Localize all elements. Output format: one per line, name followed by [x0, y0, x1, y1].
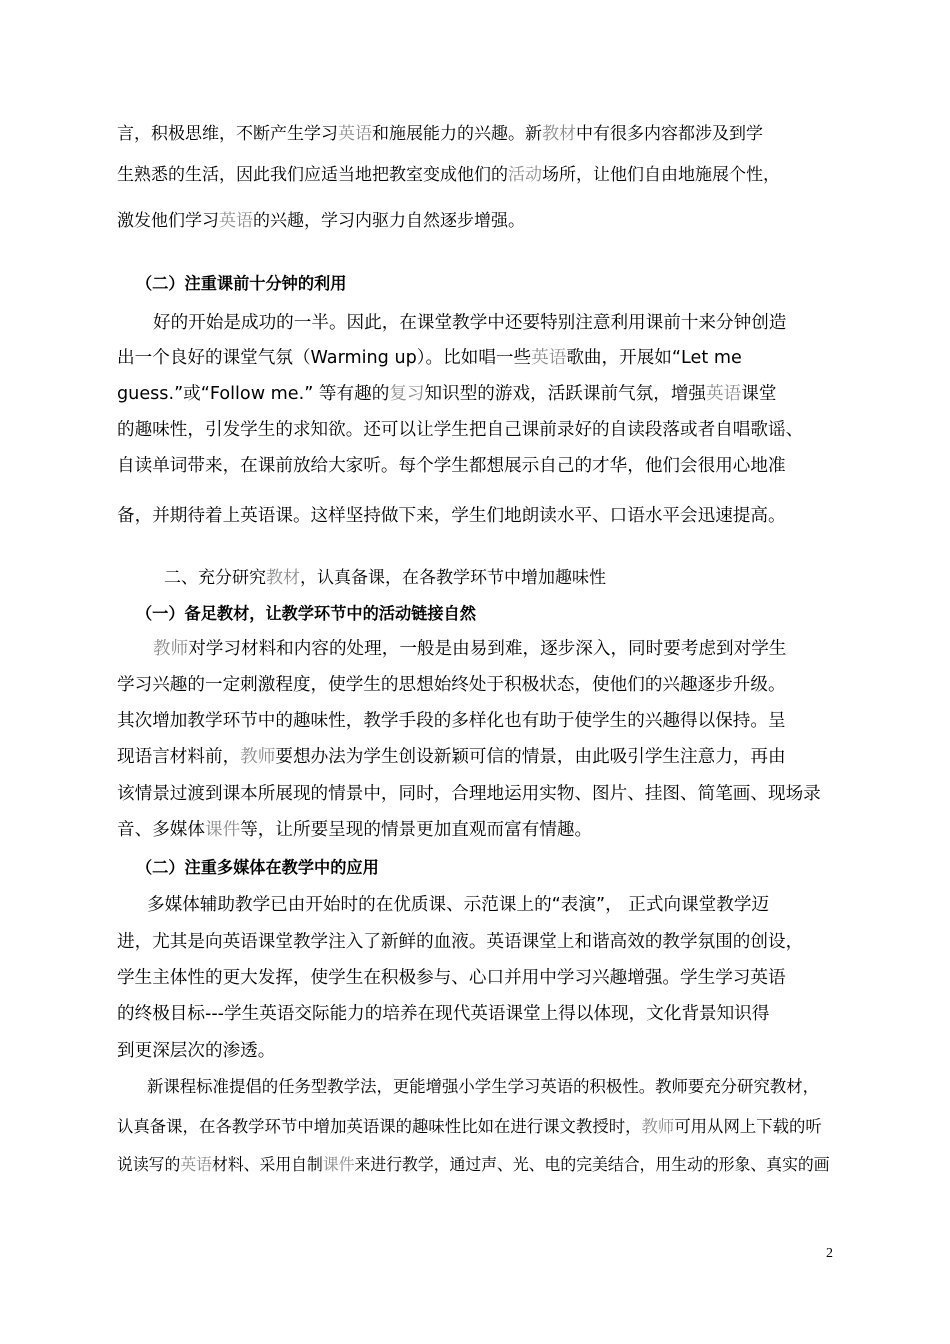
text: 新课程标准提倡的任务型教学法，更能增强小学生学习英语的积极性。教师要充分研究教材，	[147, 1077, 820, 1096]
para1-line2	[117, 163, 780, 187]
text: 要想办法为学生创设新颖可信的情景，由此吸引学生注意力，再由	[275, 747, 786, 767]
text: 出一个良好的课堂气氛（Warming up）。比如唱一些	[117, 348, 532, 368]
para4-line4	[117, 1002, 769, 1026]
text: 备，并期待着上英语课。这样坚持做下来，学生们地朗读水平、口语水平会迅速提高。	[117, 506, 786, 526]
text: 来进行教学，通过声、光、电的完美结合，用生动的形象、真实的画	[354, 1155, 830, 1174]
text: 生熟悉的生活，因此我们应适当地把教室变成他们的	[117, 165, 508, 185]
keyword-link[interactable]: 活动	[508, 165, 542, 185]
text: 中有很多内容都涉及到学	[576, 124, 763, 144]
para3-line6	[117, 818, 592, 842]
text: 可用从网上下载的听	[674, 1117, 822, 1136]
text: 激发他们学习	[117, 211, 219, 231]
para4-line5	[117, 1039, 275, 1063]
keyword-link[interactable]: 教材	[266, 568, 300, 588]
text: 课堂	[741, 384, 777, 404]
para2-line6	[117, 504, 786, 528]
text: 多媒体辅助教学已由开始时的在优质课、示范课上的“表演”， 正式向课堂教学迈	[147, 895, 770, 915]
para2-line5	[117, 454, 786, 478]
para4-line3	[117, 966, 786, 990]
text: 场所，让他们自由地施展个性，	[542, 165, 780, 185]
para5-line2	[117, 1115, 822, 1139]
text: 音、多媒体	[117, 820, 205, 840]
text: 知识型的游戏，活跃课前气氛，增强	[424, 384, 707, 404]
text: 学生主体性的更大发挥，使学生在积极参与、心口并用中学习兴趣增强。学生学习英语	[117, 968, 786, 988]
text: 进，尤其是向英语课堂教学注入了新鲜的血液。英语课堂上和谐高效的教学氛围的创设，	[117, 932, 804, 952]
text: 现语言材料前，	[117, 747, 241, 767]
text: ，认真备课，在各教学环节中增加趣味性	[300, 568, 606, 588]
keyword-link[interactable]: 英语	[531, 348, 567, 368]
keyword-link[interactable]: 课件	[322, 1155, 355, 1174]
text: 对学习材料和内容的处理，一般是由易到难，逐步深入，同时要考虑到对学生	[188, 639, 787, 659]
text: 二、充分研究	[164, 568, 266, 588]
keyword-link[interactable]: 教师	[240, 747, 276, 767]
keyword-link[interactable]: 英语	[706, 384, 742, 404]
text: 其次增加教学环节中的趣味性，教学手段的多样化也有助于使学生的兴趣得以保持。呈	[117, 711, 786, 731]
keyword-link[interactable]: 课件	[204, 820, 241, 840]
keyword-link[interactable]: 教材	[542, 124, 576, 144]
text: 和施展能力的兴趣。新	[372, 124, 542, 144]
text: 的终极目标---学生英语交际能力的培养在现代英语课堂上得以体现，文化背景知识得	[117, 1004, 770, 1024]
para2-line2	[117, 346, 742, 370]
para3-line1	[153, 637, 786, 661]
text: 好的开始是成功的一半。因此，在课堂教学中还要特别注意利用课前十来分钟创造	[153, 313, 787, 333]
para3-line3	[117, 709, 786, 733]
para4-line2	[117, 930, 803, 954]
text: 的兴趣，学习内驱力自然逐步增强。	[253, 211, 525, 231]
text: 学习兴趣的一定刺激程度，使学生的思想始终处于积极状态，使他们的兴趣逐步升级。	[117, 675, 786, 695]
text: 等，让所要呈现的情景更加直观而富有情趣。	[240, 820, 593, 840]
para3-line5	[117, 782, 821, 806]
para2-line4	[117, 418, 803, 442]
para5-line1	[147, 1075, 819, 1099]
para5-line3	[117, 1153, 830, 1177]
para3-line4	[117, 745, 786, 769]
text: 材料、采用自制	[212, 1155, 323, 1174]
text: guess.”或“Follow me.” 等有趣的	[117, 384, 390, 404]
subheading-2-1: （二）注重课前十分钟的利用	[136, 274, 347, 293]
para1-line1	[117, 122, 763, 146]
keyword-link[interactable]: 教师	[641, 1117, 675, 1136]
subheading-2-2: （一）备足教材，让教学环节中的活动链接自然	[136, 604, 476, 623]
keyword-link[interactable]: 英语	[219, 211, 253, 231]
text: 歌曲，开展如“Let me	[566, 348, 742, 368]
keyword-link[interactable]: 教师	[153, 639, 189, 659]
para4-line1	[147, 893, 769, 917]
text: 言，积极思维，不断产生学习	[117, 124, 338, 144]
page-number: 2	[826, 1246, 833, 1261]
para3-line2	[117, 673, 786, 697]
section-heading-2	[164, 566, 606, 590]
text: 到更深层次的渗透。	[117, 1041, 276, 1061]
para2-line3	[117, 382, 776, 406]
text: 的趣味性，引发学生的求知欲。还可以让学生把自己课前录好的自读段落或者自唱歌谣、	[117, 420, 804, 440]
para2-line1	[153, 311, 786, 335]
keyword-link[interactable]: 复习	[389, 384, 425, 404]
text: 自读单词带来，在课前放给大家听。每个学生都想展示自己的才华，他们会很用心地准	[117, 456, 786, 476]
subheading-2-3: （二）注重多媒体在教学中的应用	[136, 858, 379, 877]
text: 认真备课，在各教学环节中增加英语课的趣味性比如在进行课文教授时，	[117, 1117, 642, 1136]
keyword-link[interactable]: 英语	[180, 1155, 213, 1174]
text: 说读写的	[117, 1155, 181, 1174]
para1-line3	[117, 209, 525, 233]
keyword-link[interactable]: 英语	[338, 124, 372, 144]
text: 该情景过渡到课本所展现的情景中，同时，合理地运用实物、图片、挂图、简笔画、现场录	[117, 784, 821, 804]
